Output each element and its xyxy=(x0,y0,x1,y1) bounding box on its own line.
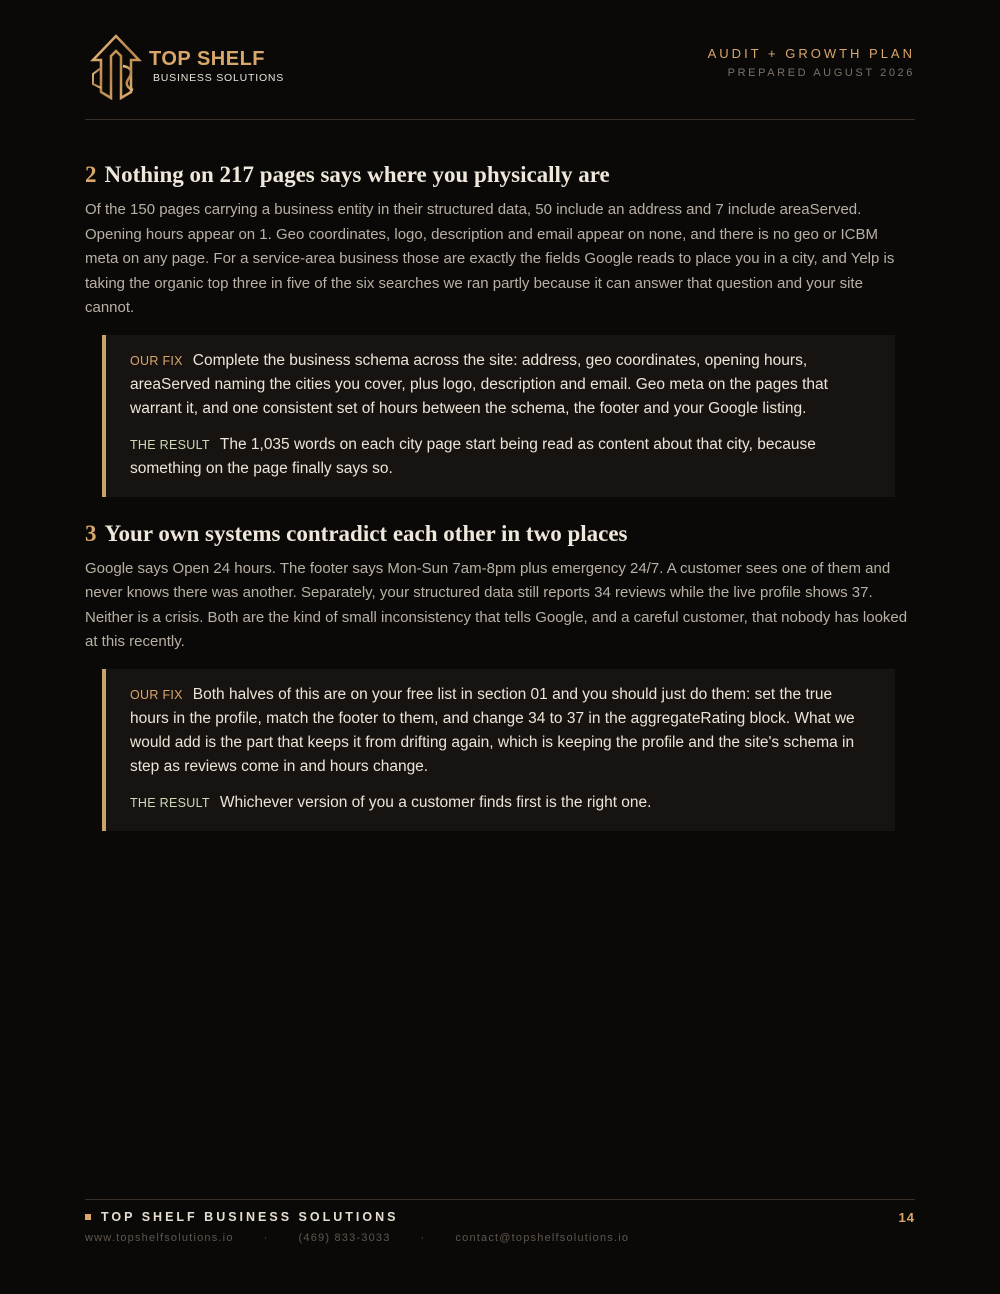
logo-name: TOP SHELF xyxy=(149,48,266,70)
footer-brand xyxy=(85,1210,398,1224)
header-divider xyxy=(85,119,915,120)
document-title: AUDIT + GROWTH PLAN xyxy=(707,46,915,61)
phone-link[interactable]: (469) 833-3033 xyxy=(298,1232,391,1244)
footer-contacts xyxy=(85,1232,629,1244)
fix-paragraph xyxy=(130,683,871,779)
section-number: 3 xyxy=(85,520,97,546)
fix-text: Both halves of this are on your free list in section 01 and you should just do them: set the true hours in the profile, match the footer to them, and change 34 to 37 in the aggregateRating block. What we would add is the part that keeps it from drifting again, which is keeping the profile and the site's schema in step as reviews come in and hours change. xyxy=(130,685,855,775)
separator: · xyxy=(263,1232,269,1244)
fix-label: OUR FIX xyxy=(130,687,183,702)
result-label: THE RESULT xyxy=(130,437,210,452)
square-bullet-icon xyxy=(85,1214,91,1220)
fix-callout xyxy=(102,335,895,497)
footer-divider xyxy=(85,1199,915,1200)
footer-brand-text: TOP SHELF BUSINESS SOLUTIONS xyxy=(101,1210,399,1224)
fix-paragraph xyxy=(130,349,871,421)
section-heading xyxy=(85,519,915,549)
website-link[interactable]: www.topshelfsolutions.io xyxy=(85,1232,234,1244)
section-number: 2 xyxy=(85,162,97,187)
email-link[interactable]: contact@topshelfsolutions.io xyxy=(455,1232,630,1244)
section-title: Nothing on 217 pages says where you physically are xyxy=(104,162,610,187)
result-paragraph xyxy=(130,433,871,481)
fix-callout xyxy=(102,669,895,831)
section-heading xyxy=(85,160,915,190)
result-paragraph xyxy=(130,791,871,815)
result-label: THE RESULT xyxy=(130,795,210,810)
fix-label: OUR FIX xyxy=(130,353,183,368)
section-body: Google says Open 24 hours. The footer says Mon-Sun 7am-8pm plus emergency 24/7. A customer sees one of them and never knows there was another. Separately, your structured data still reports 34 reviews while the live profile shows 37. Neither is a crisis. Both are the kind of small inconsistency that tells Google, and a careful customer, that nobody has looked at this recently. xyxy=(85,559,908,650)
section-title: Your own systems contradict each other in two places xyxy=(104,520,628,546)
logo-subtitle: BUSINESS SOLUTIONS xyxy=(153,72,285,84)
fix-text: Complete the business schema across the site: address, geo coordinates, opening hours, areaServed naming the cities you cover, plus logo, description and email. Geo meta on the pages that warrant it, and one consistent set of hours between the schema, the footer and your Google listing. xyxy=(130,351,828,417)
document-date: PREPARED AUGUST 2026 xyxy=(727,67,915,79)
section-3 xyxy=(85,519,915,831)
result-text: The 1,035 words on each city page start being read as content about that city, because something on the page finally says so. xyxy=(130,435,816,477)
page-number: 14 xyxy=(898,1210,915,1225)
section-body: Of the 150 pages carrying a business entity in their structured data, 50 include an address and 7 include areaServed. Opening hours appear on 1. Geo coordinates, logo, description and email appear on none, and there is no geo or ICBM meta on any page. For a service-area business those are exactly the fields Google reads to place you in a city, and Yelp is taking the organic top three in five of the six searches we ran partly because it can answer that question and your site cannot. xyxy=(85,201,895,316)
page-header xyxy=(85,34,915,104)
separator: · xyxy=(420,1232,426,1244)
company-logo xyxy=(87,34,287,100)
section-2 xyxy=(85,160,915,497)
main-content xyxy=(85,160,915,853)
result-text: Whichever version of you a customer finds first is the right one. xyxy=(219,793,652,811)
logo-mark-icon xyxy=(87,34,145,100)
